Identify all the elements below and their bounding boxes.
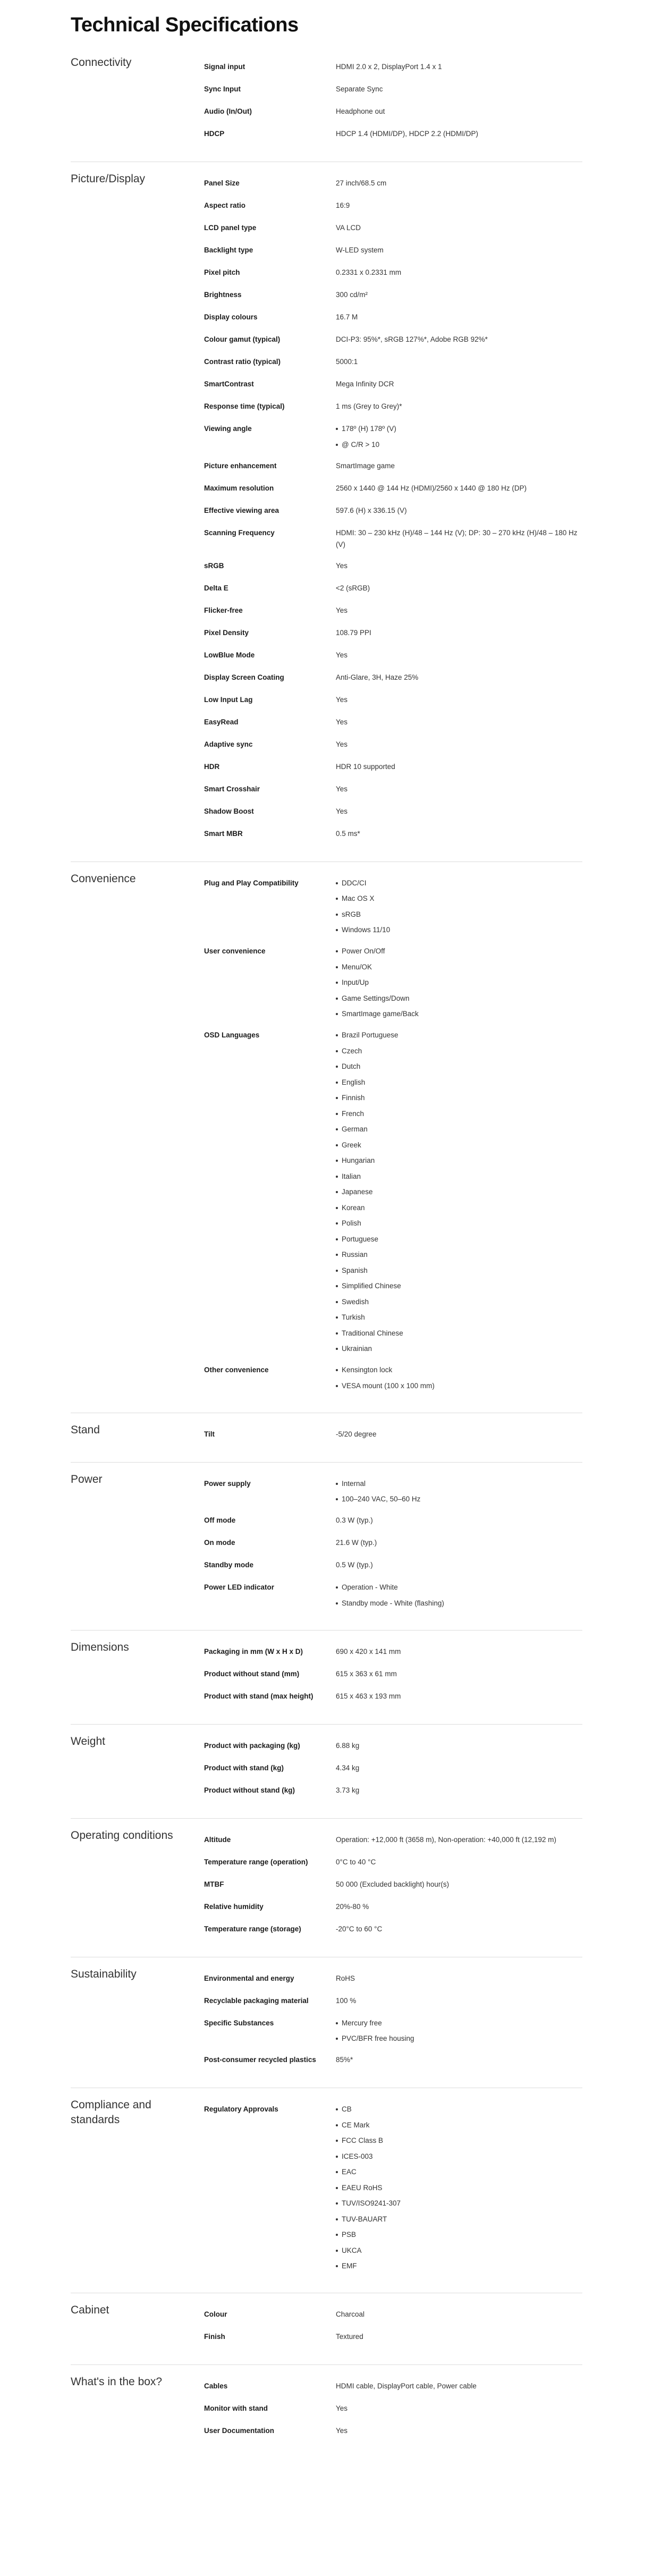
spec-section-picture-display: [71, 162, 582, 862]
spec-value: 0.5 ms*: [336, 829, 360, 838]
spec-value: RoHS: [336, 1974, 355, 1982]
spec-label: HDCP: [204, 130, 225, 138]
spec-row: [204, 1510, 582, 1532]
spec-list-item: PSB: [336, 2229, 581, 2241]
spec-value: 85%*: [336, 2056, 353, 2064]
spec-label: Plug and Play Compatibility: [204, 879, 299, 887]
spec-list-item: Greek: [336, 1139, 581, 1151]
spec-label: Standby mode: [204, 1561, 254, 1569]
spec-value: 615 x 463 x 193 mm: [336, 1692, 401, 1700]
spec-list-item: SmartImage game/Back: [336, 1008, 581, 1020]
spec-section-power: [71, 1463, 582, 1631]
spec-rows: [204, 2099, 582, 2277]
spec-value: Yes: [336, 717, 348, 726]
spec-value: 20%-80 %: [336, 1902, 369, 1911]
spec-value: 300 cd/m²: [336, 291, 368, 299]
section-title: Power: [71, 1473, 103, 1485]
spec-value: 108.79 PPI: [336, 628, 371, 637]
spec-row: [204, 941, 582, 1025]
spec-row: [204, 418, 582, 455]
spec-label: Colour: [204, 2310, 227, 2318]
spec-list-item: Dutch: [336, 1061, 581, 1072]
spec-section-cabinet: [71, 2293, 582, 2365]
spec-row: [204, 1555, 582, 1577]
spec-value: HDMI: 30 – 230 kHz (H)/48 – 144 Hz (V); DP: 30 – 270 kHz (H)/48 – 180 Hz (V): [336, 528, 578, 548]
spec-value-list: [336, 1582, 581, 1609]
spec-row: [204, 396, 582, 418]
spec-value: 615 x 363 x 61 mm: [336, 1669, 397, 1678]
spec-list-item: Mac OS X: [336, 893, 581, 905]
spec-label: Pixel Density: [204, 628, 249, 637]
spec-value: Mega Infinity DCR: [336, 380, 394, 388]
spec-list-item: Russian: [336, 1249, 581, 1261]
spec-rows: [204, 56, 582, 146]
spec-value: [336, 1029, 581, 1355]
spec-label: MTBF: [204, 1880, 224, 1888]
spec-list-item: Hungarian: [336, 1155, 581, 1167]
spec-rows: [204, 2304, 582, 2349]
spec-value-list: [336, 945, 581, 1020]
spec-label: Colour gamut (typical): [204, 335, 281, 343]
spec-value-list: [336, 1478, 581, 1506]
spec-label: Adaptive sync: [204, 740, 253, 748]
spec-section-connectivity: [71, 46, 582, 162]
spec-list-item: VESA mount (100 x 100 mm): [336, 1380, 581, 1392]
spec-label: Product with stand (max height): [204, 1692, 313, 1700]
spec-label: On mode: [204, 1539, 235, 1547]
spec-list-item: EMF: [336, 2260, 581, 2272]
spec-row: [204, 2376, 582, 2398]
spec-value-list: [336, 423, 581, 451]
spec-label: Smart MBR: [204, 829, 243, 838]
spec-list-item: German: [336, 1124, 581, 1135]
section-title: Stand: [71, 1423, 100, 1436]
spec-list-item: Italian: [336, 1171, 581, 1183]
spec-value: 5000:1: [336, 358, 358, 366]
spec-section-weight: [71, 1725, 582, 1819]
page-title: Technical Specifications: [71, 14, 299, 36]
spec-list-item: English: [336, 1077, 581, 1088]
spec-list-item: TUV-BAUART: [336, 2214, 581, 2225]
spec-row: [204, 779, 582, 801]
spec-list-item: sRGB: [336, 909, 581, 920]
section-title: Sustainability: [71, 1967, 137, 1980]
spec-value-list: [336, 1364, 581, 1392]
spec-section-sustainability: [71, 1957, 582, 2089]
spec-value: [336, 2017, 581, 2045]
spec-row: [204, 1990, 582, 2013]
spec-row: [204, 2049, 582, 2072]
spec-row: [204, 1663, 582, 1686]
spec-label: Monitor with stand: [204, 2404, 268, 2412]
section-title: Cabinet: [71, 2304, 109, 2316]
spec-rows: [204, 2376, 582, 2443]
spec-value: Separate Sync: [336, 85, 383, 93]
spec-list-item: DDC/CI: [336, 877, 581, 889]
section-title: Convenience: [71, 872, 136, 885]
spec-value: 100 %: [336, 1996, 357, 2005]
spec-value: VA LCD: [336, 224, 361, 232]
spec-row: [204, 1919, 582, 1941]
spec-label: Product without stand (mm): [204, 1669, 300, 1678]
spec-row: [204, 1577, 582, 1614]
spec-value: [336, 423, 581, 451]
spec-sections: [0, 46, 653, 2459]
spec-row: [204, 1424, 582, 1446]
spec-label: Product with stand (kg): [204, 1763, 284, 1772]
spec-value: DCI-P3: 95%*, sRGB 127%*, Adobe RGB 92%*: [336, 335, 488, 343]
spec-value: Headphone out: [336, 107, 385, 115]
spec-row: [204, 1473, 582, 1510]
spec-list-item: Internal: [336, 1478, 581, 1490]
spec-label: LowBlue Mode: [204, 651, 255, 659]
spec-rows: [204, 1473, 582, 1614]
spec-label: Response time (typical): [204, 402, 285, 410]
spec-label: Display Screen Coating: [204, 673, 284, 681]
spec-label: Brightness: [204, 291, 242, 299]
section-title: Compliance and standards: [71, 2099, 151, 2126]
spec-label: Tilt: [204, 1430, 215, 1438]
spec-label: Scanning Frequency: [204, 528, 275, 537]
spec-value-list: [336, 877, 581, 936]
spec-section-operating-conditions: [71, 1819, 582, 1957]
spec-row: [204, 522, 582, 555]
spec-list-item: Operation - White: [336, 1582, 581, 1593]
spec-value: 2560 x 1440 @ 144 Hz (HDMI)/2560 x 1440 @ 180 Hz (DP): [336, 484, 527, 492]
spec-list-item: UKCA: [336, 2245, 581, 2257]
spec-label: Other convenience: [204, 1366, 269, 1374]
spec-label: Cables: [204, 2382, 228, 2390]
spec-row: [204, 578, 582, 600]
spec-row: [204, 262, 582, 284]
spec-rows: [204, 1641, 582, 1708]
spec-value: <2 (sRGB): [336, 584, 370, 592]
spec-list-item: ICES-003: [336, 2151, 581, 2163]
spec-label: LCD panel type: [204, 224, 257, 232]
spec-list-item: Czech: [336, 1045, 581, 1057]
spec-value: 0.3 W (typ.): [336, 1516, 373, 1524]
spec-section-what-s-in-the-box: [71, 2365, 582, 2459]
spec-row: [204, 1829, 582, 1852]
spec-value: -5/20 degree: [336, 1430, 377, 1438]
spec-value: HDMI 2.0 x 2, DisplayPort 1.4 x 1: [336, 63, 442, 71]
spec-row: [204, 173, 582, 195]
spec-section-convenience: [71, 862, 582, 1413]
spec-rows: [204, 1968, 582, 2072]
spec-label: Product without stand (kg): [204, 1786, 295, 1794]
spec-value: W-LED system: [336, 246, 384, 254]
spec-value: SmartImage game: [336, 461, 395, 470]
spec-row: [204, 1852, 582, 1874]
spec-value: Yes: [336, 2427, 348, 2435]
spec-list-item: CE Mark: [336, 2119, 581, 2131]
section-title: Connectivity: [71, 56, 132, 69]
spec-list-item: Windows 11/10: [336, 924, 581, 936]
spec-row: [204, 1641, 582, 1663]
spec-section-dimensions: [71, 1631, 582, 1725]
spec-value: 3.73 kg: [336, 1786, 360, 1794]
spec-value: Charcoal: [336, 2310, 365, 2318]
spec-row: [204, 1686, 582, 1708]
spec-list-item: Portuguese: [336, 1234, 581, 1245]
spec-row: [204, 555, 582, 578]
spec-value: -20°C to 60 °C: [336, 1924, 383, 1933]
spec-value: [336, 1478, 581, 1506]
spec-list-item: Standby mode - White (flashing): [336, 1598, 581, 1609]
spec-list-item: Power On/Off: [336, 945, 581, 957]
spec-list-item: Korean: [336, 1202, 581, 1214]
spec-value: 16.7 M: [336, 313, 358, 321]
spec-value: [336, 877, 581, 936]
spec-list-item: French: [336, 1108, 581, 1120]
spec-row: [204, 1025, 582, 1359]
spec-row: [204, 195, 582, 217]
spec-list-item: @ C/R > 10: [336, 439, 581, 451]
spec-label: HDR: [204, 762, 220, 771]
spec-value: Operation: +12,000 ft (3658 m), Non-operation: +40,000 ft (12,192 m): [336, 1835, 556, 1844]
spec-rows: [204, 1829, 582, 1941]
spec-label: Delta E: [204, 584, 228, 592]
spec-value: Textured: [336, 2333, 363, 2341]
spec-list-item: Brazil Portuguese: [336, 1029, 581, 1041]
spec-value-list: [336, 1029, 581, 1355]
spec-label: Sync Input: [204, 85, 241, 93]
spec-row: [204, 284, 582, 307]
spec-row: [204, 2398, 582, 2420]
spec-label: Viewing angle: [204, 425, 252, 433]
spec-row: [204, 217, 582, 240]
spec-value: Yes: [336, 695, 348, 704]
spec-list-item: TUV/ISO9241-307: [336, 2198, 581, 2209]
spec-rows: [204, 873, 582, 1397]
spec-row: [204, 689, 582, 712]
spec-label: Contrast ratio (typical): [204, 358, 281, 366]
spec-list-item: Spanish: [336, 1265, 581, 1277]
spec-label: OSD Languages: [204, 1031, 260, 1039]
spec-value: 597.6 (H) x 336.15 (V): [336, 506, 407, 514]
spec-value: Yes: [336, 606, 348, 614]
spec-value: Yes: [336, 561, 348, 570]
spec-value: [336, 945, 581, 1020]
spec-row: [204, 1968, 582, 1990]
spec-row: [204, 101, 582, 123]
spec-row: [204, 500, 582, 522]
spec-row: [204, 801, 582, 823]
spec-label: Specific Substances: [204, 2018, 274, 2027]
spec-label: Maximum resolution: [204, 484, 274, 492]
spec-row: [204, 667, 582, 689]
spec-label: SmartContrast: [204, 380, 254, 388]
spec-value: 6.88 kg: [336, 1741, 360, 1750]
spec-list-item: EAC: [336, 2166, 581, 2178]
spec-rows: [204, 1424, 582, 1446]
spec-value: 1 ms (Grey to Grey)*: [336, 402, 402, 410]
spec-row: [204, 645, 582, 667]
spec-row: [204, 1896, 582, 1919]
spec-list-item: Input/Up: [336, 977, 581, 989]
spec-value: 16:9: [336, 201, 350, 209]
section-title: What's in the box?: [71, 2376, 163, 2388]
spec-label: Flicker-free: [204, 606, 243, 614]
spec-row: [204, 756, 582, 779]
spec-row: [204, 1758, 582, 1780]
spec-label: Temperature range (storage): [204, 1924, 301, 1933]
spec-value: Anti-Glare, 3H, Haze 25%: [336, 673, 419, 681]
spec-row: [204, 2099, 582, 2277]
spec-label: sRGB: [204, 561, 224, 570]
spec-label: Shadow Boost: [204, 807, 254, 815]
spec-list-item: Polish: [336, 1218, 581, 1229]
spec-row: [204, 712, 582, 734]
spec-list-item: PVC/BFR free housing: [336, 2033, 581, 2045]
spec-label: EasyRead: [204, 717, 239, 726]
spec-row: [204, 823, 582, 846]
spec-value: Yes: [336, 651, 348, 659]
spec-label: Pixel pitch: [204, 268, 240, 276]
spec-list-item: CB: [336, 2104, 581, 2115]
spec-label: Low Input Lag: [204, 695, 253, 704]
spec-label: Signal input: [204, 63, 245, 71]
spec-value: HDR 10 supported: [336, 762, 395, 771]
spec-value: Yes: [336, 740, 348, 748]
spec-row: [204, 455, 582, 478]
spec-row: [204, 1780, 582, 1802]
section-title: Dimensions: [71, 1641, 129, 1653]
spec-value: 21.6 W (typ.): [336, 1539, 377, 1547]
spec-label: Altitude: [204, 1835, 231, 1844]
spec-row: [204, 2013, 582, 2050]
spec-label: Recyclable packaging material: [204, 1996, 309, 2005]
spec-list-item: Kensington lock: [336, 1364, 581, 1376]
spec-list-item: Ukrainian: [336, 1343, 581, 1355]
spec-list-item: FCC Class B: [336, 2135, 581, 2147]
spec-value: 50 000 (Excluded backlight) hour(s): [336, 1880, 450, 1888]
spec-list-item: Japanese: [336, 1186, 581, 1198]
spec-list-item: 100–240 VAC, 50–60 Hz: [336, 1493, 581, 1505]
spec-value: Yes: [336, 784, 348, 793]
section-title: Weight: [71, 1735, 105, 1747]
spec-section-compliance-and-standards: [71, 2088, 582, 2293]
spec-row: [204, 734, 582, 756]
spec-label: Regulatory Approvals: [204, 2105, 278, 2113]
spec-label: Packaging in mm (W x H x D): [204, 1647, 303, 1656]
spec-row: [204, 2304, 582, 2326]
spec-label: Backlight type: [204, 246, 253, 254]
spec-row: [204, 873, 582, 941]
spec-value: Yes: [336, 807, 348, 815]
spec-rows: [204, 1735, 582, 1802]
spec-value: [336, 2104, 581, 2272]
spec-row: [204, 600, 582, 622]
spec-row: [204, 307, 582, 329]
spec-value: HDMI cable, DisplayPort cable, Power cable: [336, 2382, 477, 2390]
spec-label: Environmental and energy: [204, 1974, 294, 1982]
spec-label: Smart Crosshair: [204, 784, 260, 793]
spec-row: [204, 1532, 582, 1555]
spec-value: 690 x 420 x 141 mm: [336, 1647, 401, 1656]
spec-row: [204, 1735, 582, 1758]
spec-value: [336, 1364, 581, 1392]
spec-value: [336, 1582, 581, 1609]
spec-label: Effective viewing area: [204, 506, 279, 514]
spec-label: Off mode: [204, 1516, 236, 1524]
spec-list-item: 178º (H) 178º (V): [336, 423, 581, 435]
spec-list-item: Mercury free: [336, 2017, 581, 2029]
spec-label: Product with packaging (kg): [204, 1741, 300, 1750]
spec-list-item: Turkish: [336, 1312, 581, 1323]
spec-row: [204, 79, 582, 101]
spec-list-item: Menu/OK: [336, 961, 581, 973]
spec-value: Yes: [336, 2404, 348, 2412]
spec-row: [204, 329, 582, 351]
section-title: Operating conditions: [71, 1829, 173, 1842]
spec-label: User Documentation: [204, 2427, 275, 2435]
spec-list-item: Traditional Chinese: [336, 1328, 581, 1339]
spec-label: Power LED indicator: [204, 1583, 275, 1591]
spec-row: [204, 240, 582, 262]
spec-value: 0.5 W (typ.): [336, 1561, 373, 1569]
spec-label: Aspect ratio: [204, 201, 246, 209]
spec-value: 27 inch/68.5 cm: [336, 179, 387, 187]
spec-row: [204, 1359, 582, 1397]
spec-label: Panel Size: [204, 179, 240, 187]
spec-value: 0°C to 40 °C: [336, 1857, 376, 1866]
spec-section-stand: [71, 1413, 582, 1463]
spec-label: Audio (In/Out): [204, 107, 252, 115]
spec-label: Relative humidity: [204, 1902, 264, 1911]
spec-value-list: [336, 2104, 581, 2272]
spec-list-item: Simplified Chinese: [336, 1280, 581, 1292]
spec-label: Picture enhancement: [204, 461, 277, 470]
spec-list-item: Swedish: [336, 1296, 581, 1308]
spec-list-item: Game Settings/Down: [336, 993, 581, 1004]
spec-value: 4.34 kg: [336, 1763, 360, 1772]
spec-row: [204, 622, 582, 645]
section-title: Picture/Display: [71, 173, 146, 185]
spec-value-list: [336, 2017, 581, 2045]
spec-row: [204, 123, 582, 146]
spec-row: [204, 374, 582, 396]
spec-label: Temperature range (operation): [204, 1857, 308, 1866]
spec-value: HDCP 1.4 (HDMI/DP), HDCP 2.2 (HDMI/DP): [336, 130, 479, 138]
spec-list-item: Finnish: [336, 1092, 581, 1104]
spec-list-item: EAEU RoHS: [336, 2182, 581, 2194]
spec-row: [204, 478, 582, 500]
spec-row: [204, 2326, 582, 2349]
spec-label: Post-consumer recycled plastics: [204, 2056, 316, 2064]
spec-row: [204, 2420, 582, 2443]
spec-label: Finish: [204, 2333, 225, 2341]
spec-label: Power supply: [204, 1479, 251, 1488]
spec-label: User convenience: [204, 947, 266, 955]
spec-value: 0.2331 x 0.2331 mm: [336, 268, 402, 276]
spec-rows: [204, 173, 582, 846]
spec-row: [204, 56, 582, 79]
spec-row: [204, 351, 582, 374]
spec-label: Display colours: [204, 313, 258, 321]
spec-row: [204, 1874, 582, 1896]
